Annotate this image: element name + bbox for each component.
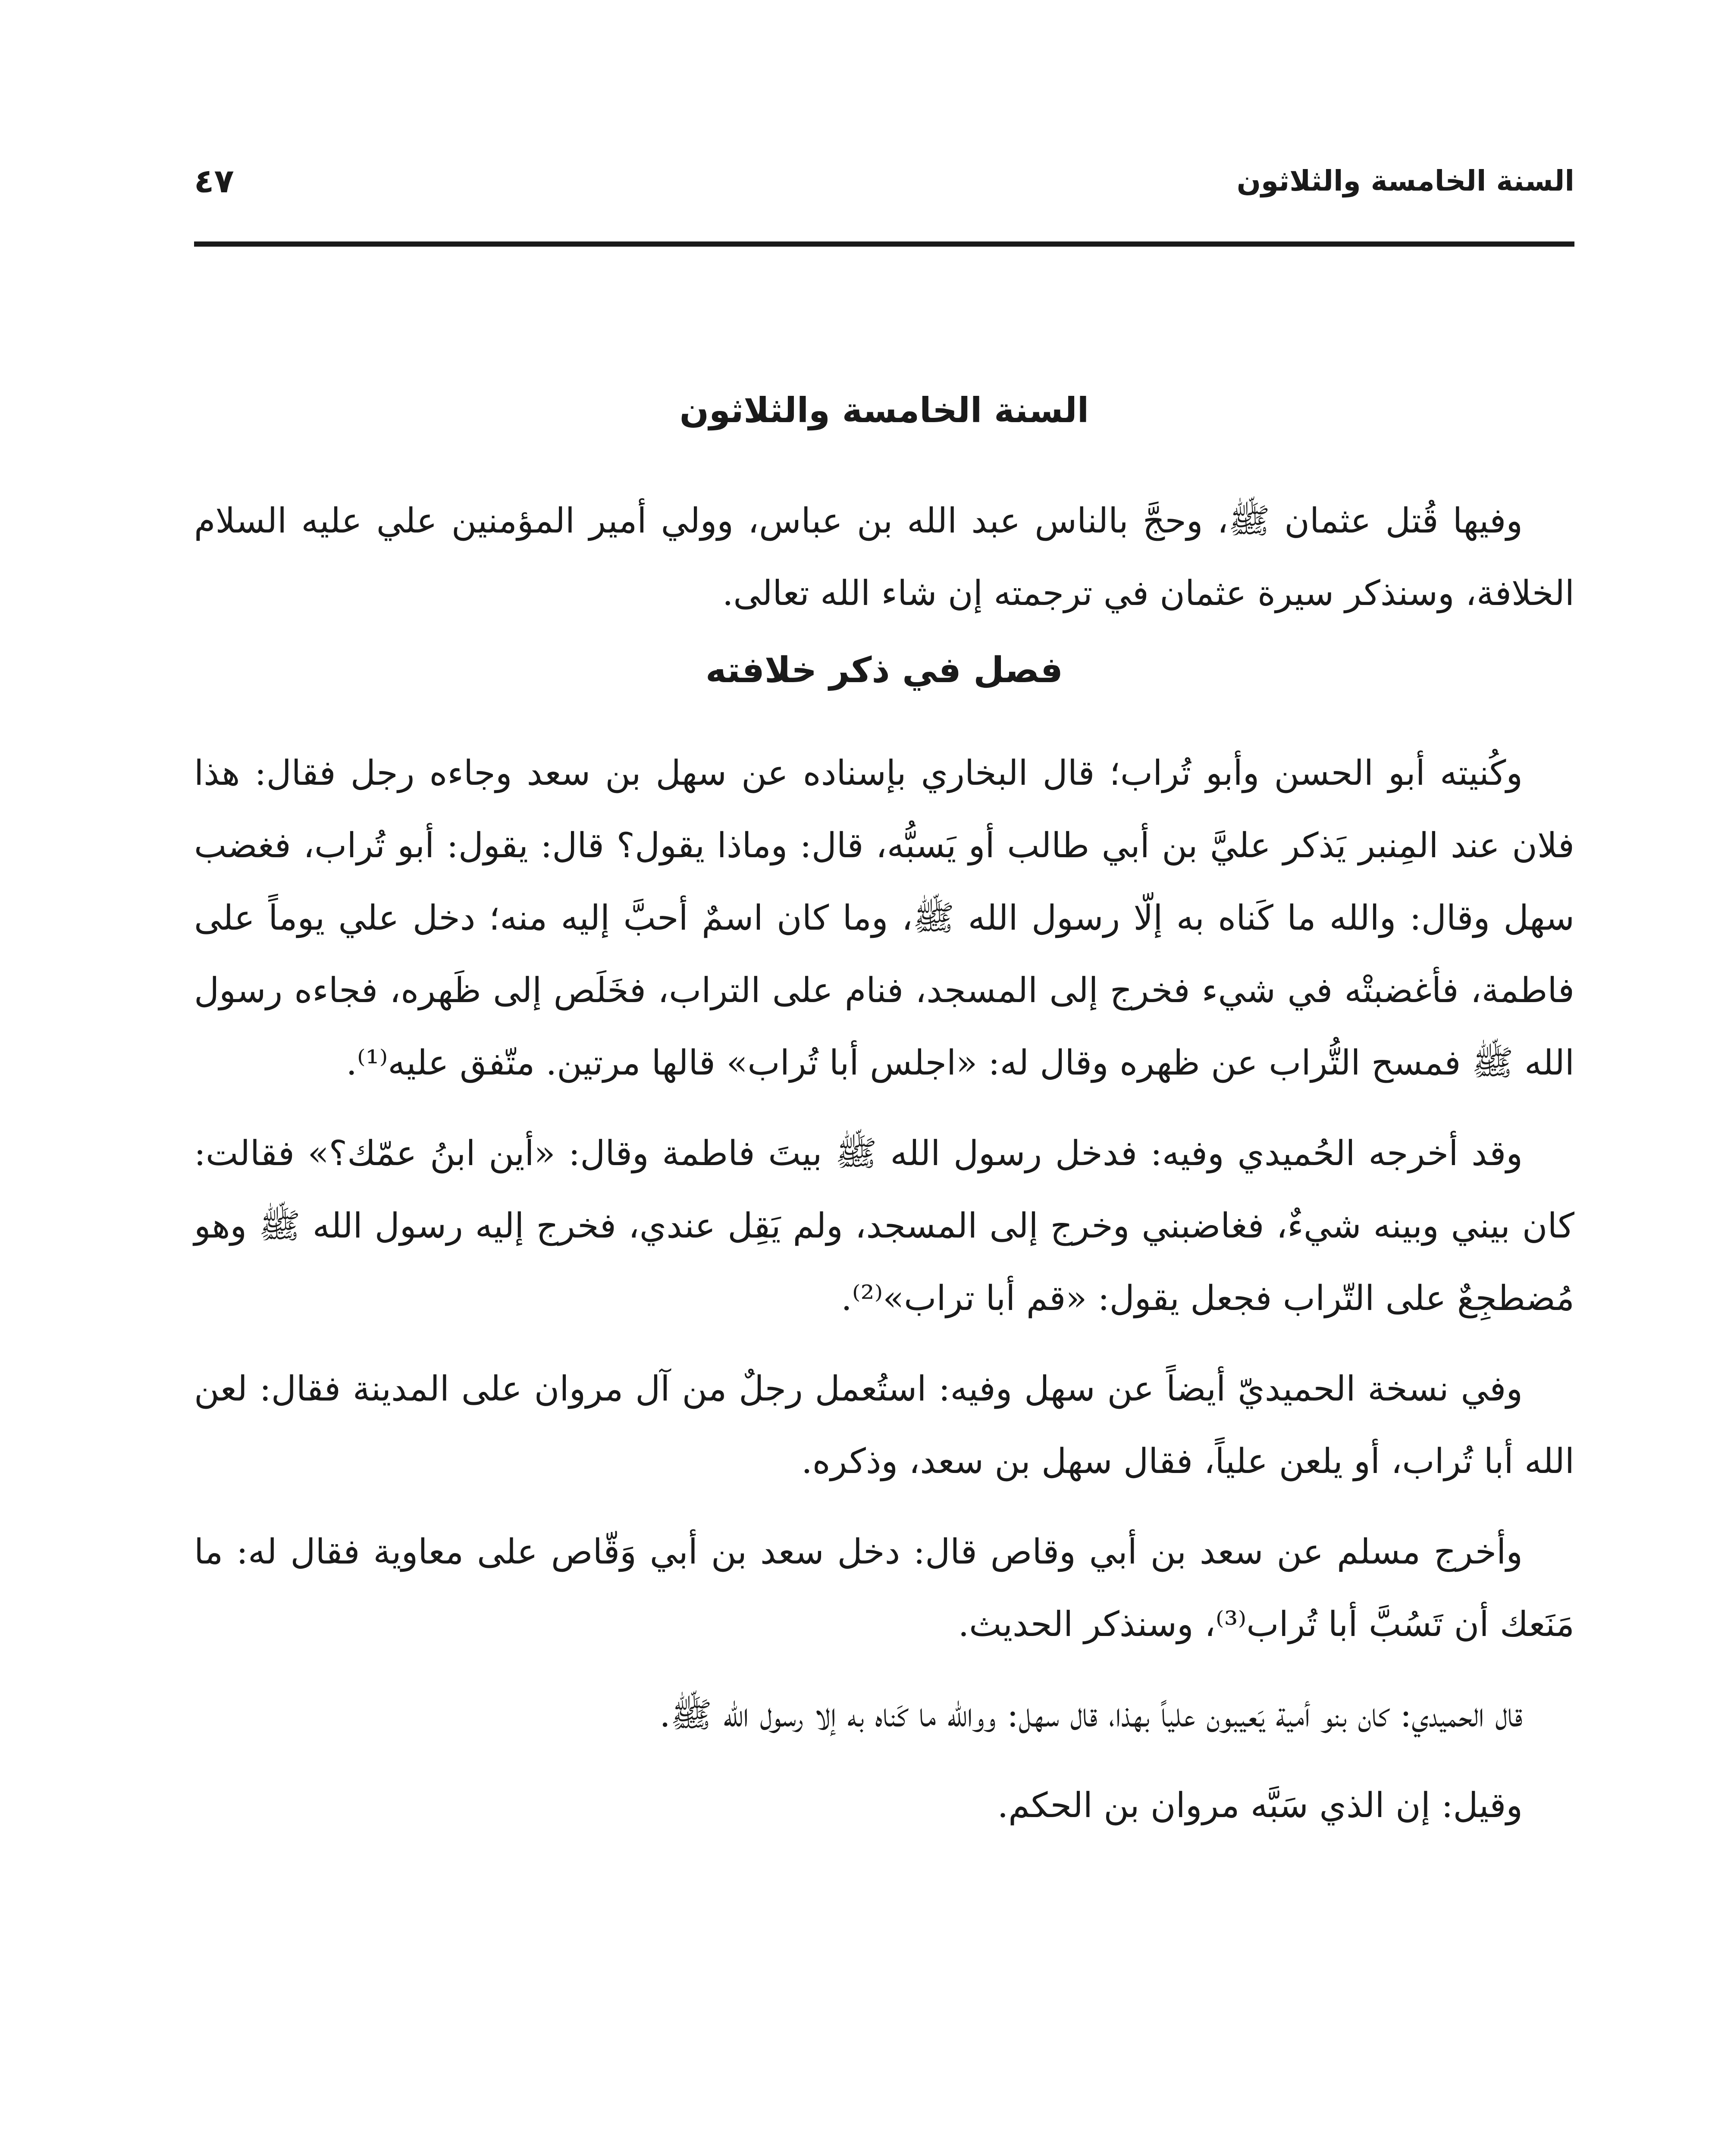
page-header <box>194 142 1574 220</box>
paragraph: وكُنيته أبو الحسن وأبو تُراب؛ قال البخاري بإسناده عن سهل بن سعد وجاءه رجل فقال: هذا فلان عند المِنبر يَذكر عليَّ بن أبي طالب أو يَسبُّه، قال: وماذا يقول؟ قال: يقول: أبو تُراب، فغضب سهل وقال: والله ما كَناه به إلّا رسول الله ﷺ، وما كان اسمٌ أحبَّ إليه منه؛ دخل علي يوماً على فاطمة، فأغضبتْه في شيء فخرج إلى المسجد، فنام على التراب، فخَلَص إلى ظَهره، فجاءه رسول الله ﷺ فمسح التُّراب عن ظهره وقال له: «اجلس أبا تُراب» قالها مرتين. متّفق عليه⁽¹⁾. <box>194 752 1575 1083</box>
header-rule <box>194 241 1574 247</box>
paragraph: وفي نسخة الحميديّ أيضاً عن سهل وفيه: استُعمل رجلٌ من آل مروان على المدينة فقال: لعن الله أبا تُراب، أو يلعن علياً، فقال سهل بن سعد، وذكره. <box>194 1368 1574 1481</box>
paragraph: وأخرج مسلم عن سعد بن أبي وقاص قال: دخل سعد بن أبي وَقّاص على معاوية فقال له: ما مَنَعك أن تَسُبَّ أبا تُراب⁽³⁾، وسنذكر الحديث. <box>194 1531 1574 1644</box>
intro-paragraph: وفيها قُتل عثمان ﷺ، وحجَّ بالناس عبد الله بن عباس، وولي أمير المؤمنين علي عليه السلام الخلافة، وسنذكر سيرة عثمان في ترجمته إن شاء الله تعالى. <box>194 501 1574 613</box>
page-number: ٤٧ <box>194 162 234 201</box>
running-title: السنة الخامسة والثلاثون <box>1236 164 1574 198</box>
paragraph: وقيل: إن الذي سَبَّه مروان بن الحكم. <box>997 1785 1523 1825</box>
paragraph: وقد أخرجه الحُميدي وفيه: فدخل رسول الله ﷺ بيتَ فاطمة وقال: «أين ابنُ عمّك؟» فقالت: كان بيني وبينه شيءٌ، فغاضبني وخرج إلى المسجد، ولم يَقِل عندي، فخرج إليه رسول الله ﷺ وهو مُضطجِعٌ على التّراب فجعل يقول: «قم أبا تراب»⁽²⁾. <box>194 1133 1574 1318</box>
section-heading: السنة الخامسة والثلاثون <box>679 390 1089 430</box>
main-text <box>194 388 1574 1860</box>
subsection-heading: فصل في ذكر خلافته <box>705 650 1063 691</box>
paragraph: قال الحميدي: كان بنو أمية يَعيبون علياً بهذا، قال سهل: ووالله ما كَناه به إلا رسول الله ﷺ. <box>659 1694 1523 1735</box>
